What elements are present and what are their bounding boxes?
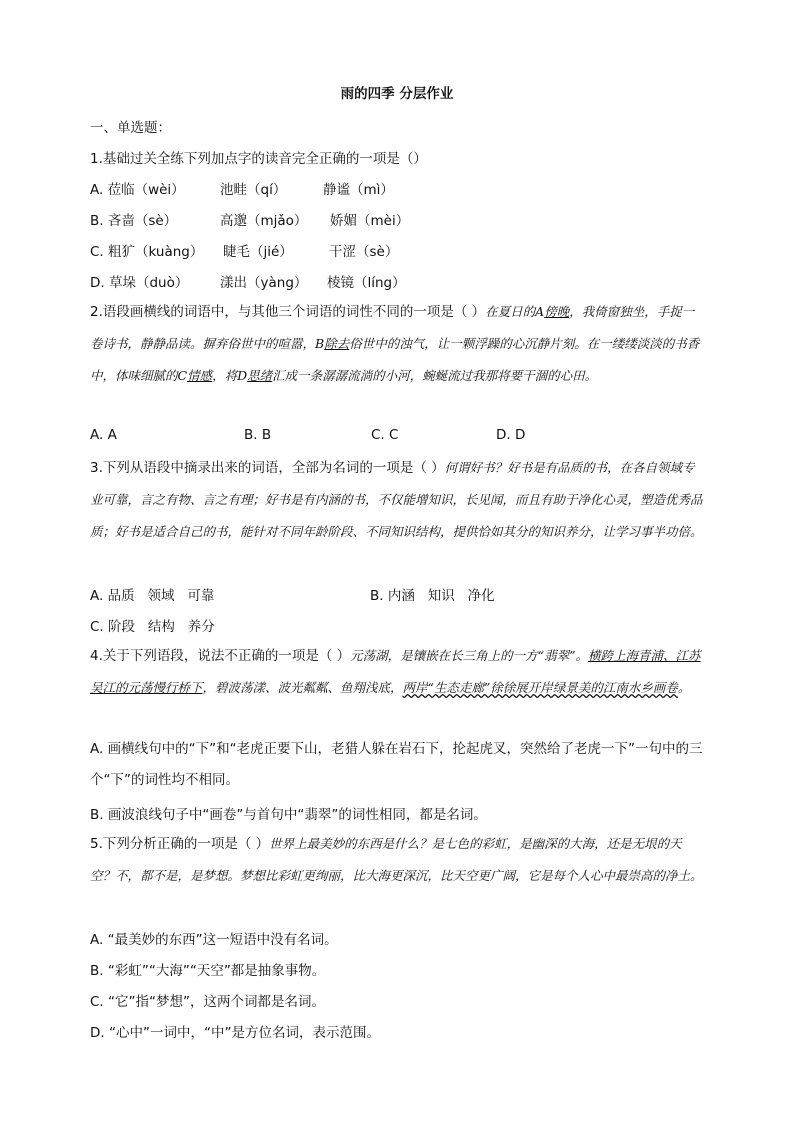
q2-underlined-c: 情感: [187, 368, 213, 383]
q4-underlined-sentence: 横跨上海青浦、江苏吴江的元荡慢行桥下: [90, 648, 701, 695]
q4-wavy-sentence: 两岸“生态走廊”徐徐展开岸绿景美的江南水乡画卷: [402, 680, 678, 695]
q4-option-b: B. 画波浪线句子中“画卷”与首句中“翡翠”的词性相同，都是名词。: [90, 807, 487, 823]
q2-underlined-a: 傍晚: [544, 304, 570, 319]
q1-option-b: B. 吝啬（sè） 高邈（mjǎo） 娇媚（mèi）: [90, 213, 410, 229]
section-heading: 一、单选题：: [90, 120, 171, 136]
q2-stem: 2.语段画横线的词语中，与其他三个词语的词性不同的一项是（ ）: [90, 304, 486, 320]
q1-option-c: C. 粗犷（kuàng） 睫毛（jié） 干涩（sè）: [90, 244, 399, 260]
q5-option-c: C. “它”指“梦想”，这两个词都是名词。: [90, 994, 325, 1010]
q2-block: [90, 296, 704, 392]
q2-option-d: D. D: [496, 427, 526, 443]
q3-options-ab: [90, 584, 495, 604]
q4-passage: 元荡湖，是镶嵌在长三角上的一方“翡翠”。横跨上海青浦、江苏吴江的元荡慢行桥下，碧波荡漾、波光粼粼、鱼翔浅底，两岸“生态走廊”徐徐展开岸绿景美的江南水乡画卷。: [90, 648, 701, 695]
q5-option-a: A. “最美妙的东西”这一短语中没有名词。: [90, 932, 338, 948]
q5-option-b: B. “彩虹”“大海”“天空”都是抽象事物。: [90, 963, 326, 979]
q3-block: [90, 452, 704, 548]
q3-option-c: C. 阶段 结构 养分: [90, 619, 215, 635]
q1-option-a: A. 莅临（wèi） 池畦（qí） 静谧（mì）: [90, 182, 394, 198]
page-title: 雨的四季 分层作业: [340, 86, 454, 102]
q2-underlined-b: 除去: [324, 336, 350, 351]
q1-option-d: D. 草垛（duò） 漾出（yàng） 棱镜（líng）: [90, 275, 406, 291]
q5-passage: 世界上最美妙的东西是什么？是七色的彩虹，是幽深的大海，还是无垠的天空？不，都不是，是梦想。梦想比彩虹更绚丽，比大海更深沉，比天空更广阔，它是每个人心中最崇高的净土。: [90, 836, 703, 883]
q2-passage: 在夏日的A傍晚，我倚窗独坐，手捉一卷诗书，静静品读。摒弃俗世中的喧嚣，B除去俗世中的浊气，让一颗浮躁的心沉静片刻。在一缕缕淡淡的书香中，体味细腻的C情感，将D思绪汇成一条潺潺流淌的小河，蜿蜒流过我那将要干涸的心田。: [90, 304, 700, 383]
q1-stem: 1.基础过关全练下列加点字的读音完全正确的一项是（）: [90, 151, 427, 167]
q3-option-a: A. 品质 领域 可靠: [90, 588, 215, 604]
q4-stem: 4.关于下列语段，说法不正确的一项是（ ）: [90, 648, 351, 664]
q5-block: [90, 828, 704, 892]
q3-passage: 何谓好书？好书是有品质的书，在各自领域专业可靠，言之有物、言之有理；好书是有内涵的书，不仅能增知识，长见闻，而且有助于净化心灵，塑造优秀品质；好书是适合自己的书，能针对不同年龄阶段、不同知识结构，提供恰如其分的知识养分，让学习事半功倍。: [90, 460, 703, 539]
q2-option-b: B. B: [244, 427, 272, 443]
q4-block: [90, 640, 704, 704]
q2-options: [90, 427, 525, 443]
q4-option-a: A. 画横线句中的“下”和“老虎正要下山，老猎人躲在岩石下，抡起虎叉，突然给了老虎一下”一句中的三个“下”的词性均不相同。: [90, 741, 703, 788]
q5-option-d: D. “心中”一词中，“中”是方位名词，表示范围。: [90, 1025, 380, 1041]
q3-option-b: B. 内涵 知识 净化: [370, 588, 495, 604]
q3-stem: 3.下列从语段中摘录出来的词语，全部为名词的一项是（ ）: [90, 460, 445, 476]
q2-option-a: A. A: [90, 427, 117, 443]
q2-underlined-d: 思绪: [247, 368, 273, 383]
q5-stem: 5.下列分析正确的一项是（ ）: [90, 836, 270, 852]
q2-option-c: C. C: [371, 427, 399, 443]
